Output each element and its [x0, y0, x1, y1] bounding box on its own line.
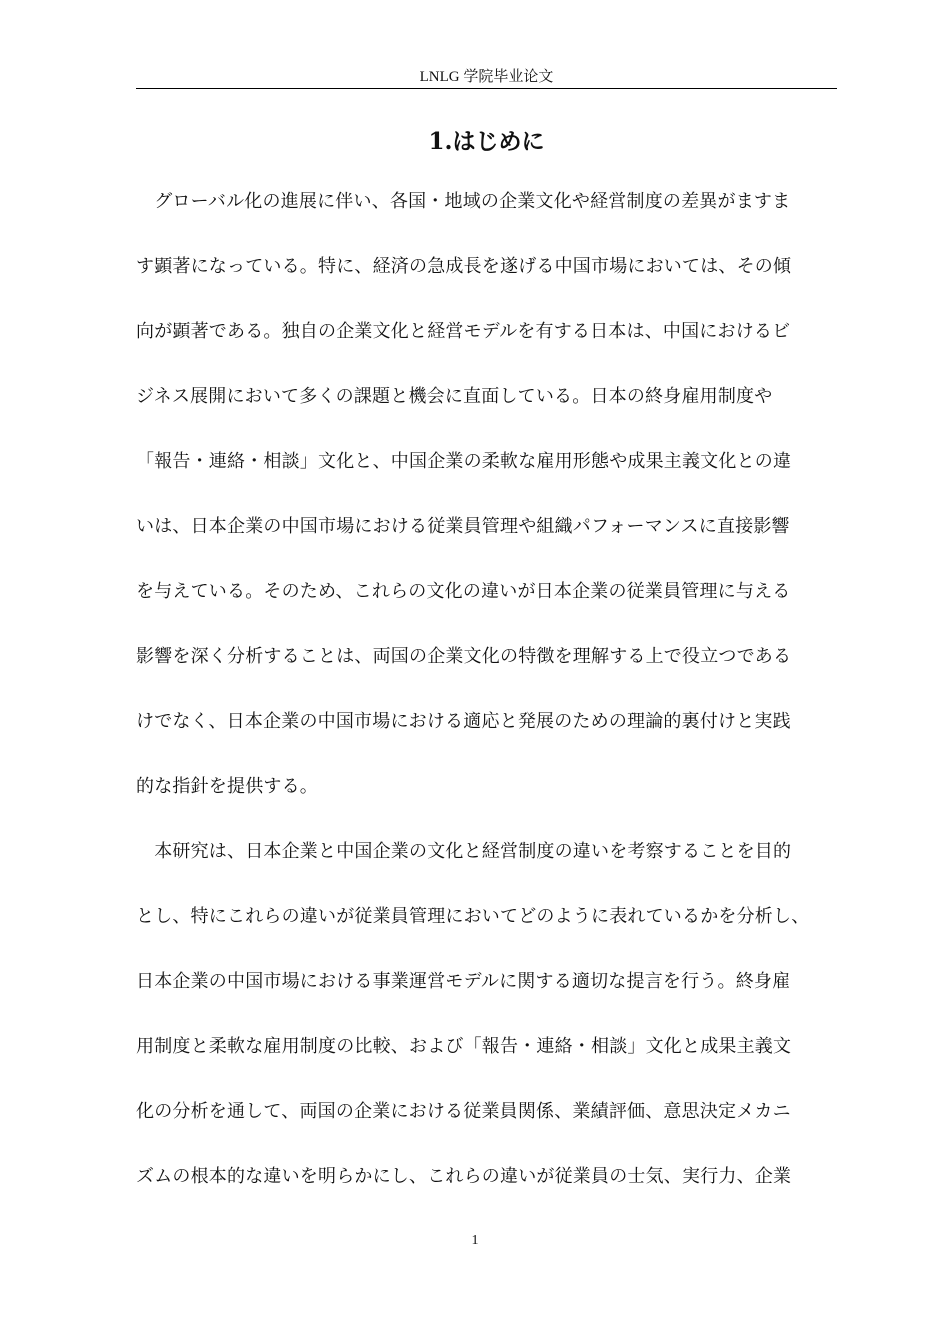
text-line: いは、日本企業の中国市場における従業員管理や組織パフォーマンスに直接影響: [136, 516, 790, 537]
text-line: を与えている。そのため、これらの文化の違いが日本企業の従業員管理に与える: [136, 581, 791, 602]
text-line: 的な指針を提供する。: [136, 776, 318, 797]
text-line: 影響を深く分析することは、両国の企業文化の特徴を理解する上で役立つである: [136, 646, 792, 667]
text-line: 「報告・連絡・相談」文化と、中国企業の柔軟な雇用形態や成果主義文化との違: [136, 451, 792, 472]
page-number: 1: [471, 1233, 479, 1248]
header-title: LNLG 学院毕业论文: [419, 69, 554, 85]
text-line: 向が顕著である。独自の企業文化と経営モデルを有する日本は、中国におけるビ: [136, 321, 791, 342]
text-line: 日本企業の中国市場における事業運営モデルに関する適切な提言を行う。終身雇: [136, 971, 791, 992]
text-line: けでなく、日本企業の中国市場における適応と発展のための理論的裏付けと実践: [136, 711, 791, 732]
page-header: [136, 66, 837, 89]
text-line: グローバル化の進展に伴い、各国・地域の企業文化や経営制度の差異がますま: [136, 191, 791, 212]
text-line: 本研究は、日本企業と中国企業の文化と経営制度の違いを考察することを目的: [136, 841, 792, 862]
text-line: ジネス展開において多くの課題と機会に直面している。日本の終身雇用制度や: [136, 386, 773, 407]
text-line: ズムの根本的な違いを明らかにし、これらの違いが従業員の士気、実行力、企業: [136, 1166, 792, 1187]
chapter-title: 1.はじめに: [428, 128, 545, 155]
body-text: [136, 184, 840, 1224]
text-line: す顕著になっている。特に、経済の急成長を遂げる中国市場においては、その傾: [136, 256, 792, 277]
text-line: とし、特にこれらの違いが従業員管理においてどのように表れているかを分析し、: [136, 906, 810, 927]
text-line: 用制度と柔軟な雇用制度の比較、および「報告・連絡・相談」文化と成果主義文: [136, 1036, 792, 1057]
text-line: 化の分析を通して、両国の企業における従業員関係、業績評価、意思決定メカニ: [136, 1101, 791, 1122]
